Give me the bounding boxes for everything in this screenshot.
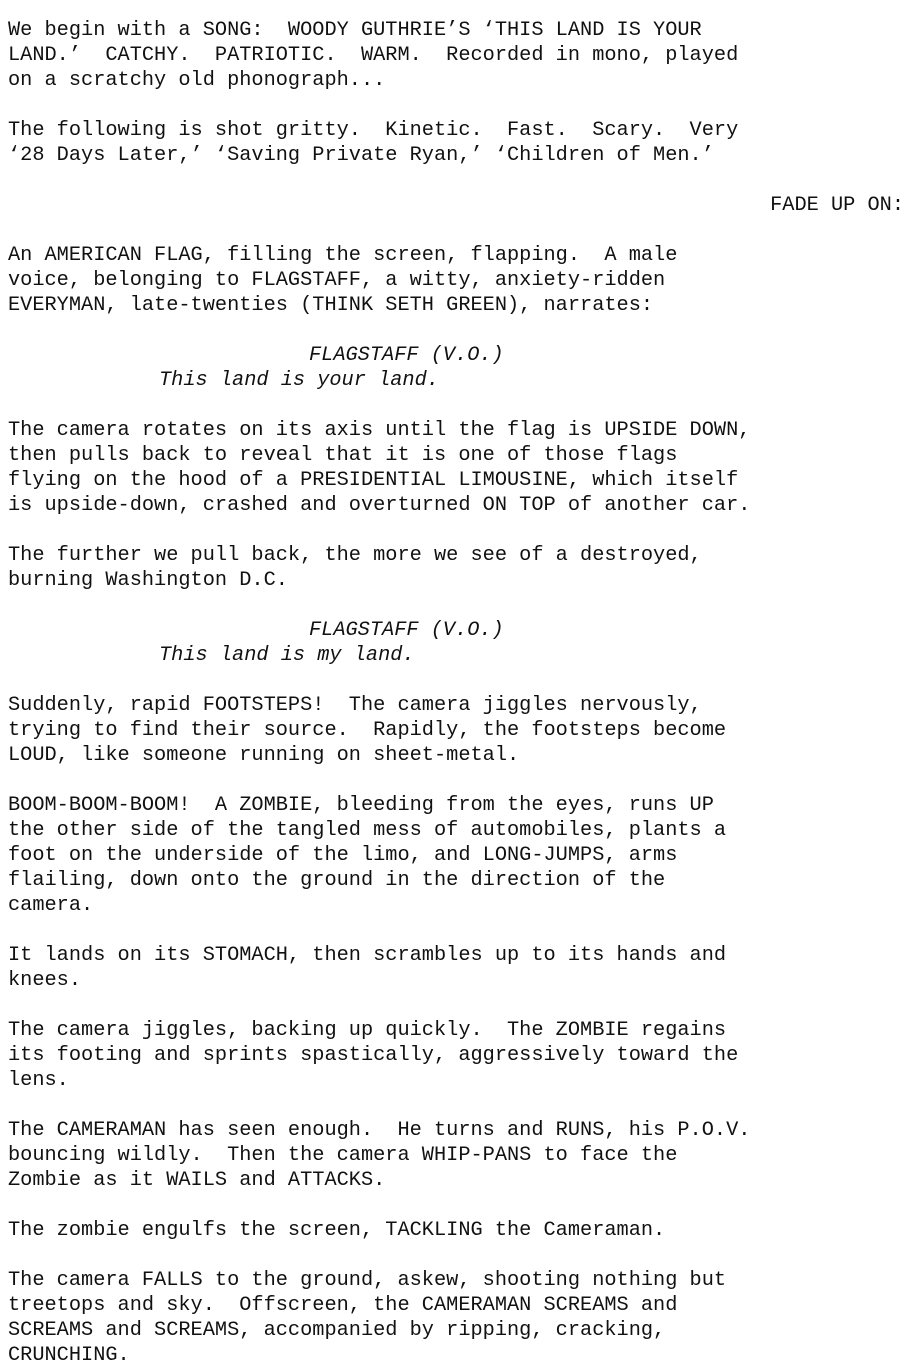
block-spacer [8, 993, 904, 1018]
action-paragraph [8, 418, 904, 518]
action-line: The CAMERAMAN has seen enough. He turns and RUNS, his P.O.V. [8, 1119, 751, 1142]
action-line: It lands on its STOMACH, then scrambles up to its hands and [8, 944, 727, 967]
block-spacer [8, 593, 904, 618]
block-spacer [8, 218, 904, 243]
action-line: BOOM-BOOM-BOOM! A ZOMBIE, bleeding from the eyes, runs UP [8, 794, 714, 817]
action-line: voice, belonging to FLAGSTAFF, a witty, anxiety-ridden [8, 269, 666, 292]
action-line: on a scratchy old phonograph... [8, 69, 386, 92]
action-line: The following is shot gritty. Kinetic. Fast. Scary. Very [8, 119, 739, 142]
action-line: camera. [8, 894, 94, 917]
dialogue-line: This land is my land. [159, 644, 415, 667]
block-spacer [8, 318, 904, 343]
action-line: The zombie engulfs the screen, TACKLING the Cameraman. [8, 1219, 666, 1242]
dialogue-block [8, 618, 904, 668]
action-line: knees. [8, 969, 82, 992]
action-line: ‘28 Days Later,’ ‘Saving Private Ryan,’ ‘Children of Men.’ [8, 144, 714, 167]
action-paragraph [8, 1218, 904, 1243]
character-cue: FLAGSTAFF (V.O.) [309, 344, 504, 367]
action-line: is upside-down, crashed and overturned ON TOP of another car. [8, 494, 751, 517]
action-line: LAND.’ CATCHY. PATRIOTIC. WARM. Recorded in mono, played [8, 44, 739, 67]
action-line: An AMERICAN FLAG, filling the screen, flapping. A male [8, 244, 678, 267]
transition-line: FADE UP ON: [770, 194, 904, 217]
action-line: The camera FALLS to the ground, askew, shooting nothing but [8, 1269, 727, 1292]
action-line: bouncing wildly. Then the camera WHIP-PANS to face the [8, 1144, 678, 1167]
dialogue-block [8, 343, 904, 393]
action-line: then pulls back to reveal that it is one of those flags [8, 444, 678, 467]
action-paragraph [8, 793, 904, 918]
action-line: flailing, down onto the ground in the direction of the [8, 869, 666, 892]
action-line: SCREAMS and SCREAMS, accompanied by ripping, cracking, [8, 1319, 666, 1342]
block-spacer [8, 768, 904, 793]
character-cue: FLAGSTAFF (V.O.) [309, 619, 504, 642]
action-line: Suddenly, rapid FOOTSTEPS! The camera jiggles nervously, [8, 694, 702, 717]
action-line: burning Washington D.C. [8, 569, 288, 592]
block-spacer [8, 918, 904, 943]
block-spacer [8, 1093, 904, 1118]
action-line: its footing and sprints spastically, aggressively toward the [8, 1044, 739, 1067]
action-paragraph [8, 1118, 904, 1193]
action-line: treetops and sky. Offscreen, the CAMERAMAN SCREAMS and [8, 1294, 678, 1317]
action-paragraph [8, 118, 904, 168]
block-spacer [8, 1243, 904, 1268]
action-paragraph [8, 1018, 904, 1093]
block-spacer [8, 393, 904, 418]
action-line: EVERYMAN, late-twenties (THINK SETH GREEN), narrates: [8, 294, 654, 317]
action-line: The camera rotates on its axis until the flag is UPSIDE DOWN, [8, 419, 751, 442]
block-spacer [8, 518, 904, 543]
action-line: CRUNCHING. [8, 1344, 130, 1367]
action-line: trying to find their source. Rapidly, the footsteps become [8, 719, 727, 742]
action-paragraph [8, 243, 904, 318]
block-spacer [8, 168, 904, 193]
block-spacer [8, 1193, 904, 1218]
action-line: flying on the hood of a PRESIDENTIAL LIMOUSINE, which itself [8, 469, 739, 492]
action-line: The camera jiggles, backing up quickly. The ZOMBIE regains [8, 1019, 727, 1042]
block-spacer [8, 93, 904, 118]
action-paragraph [8, 543, 904, 593]
action-paragraph [8, 1268, 904, 1368]
action-line: lens. [8, 1069, 69, 1092]
action-line: We begin with a SONG: WOODY GUTHRIE’S ‘THIS LAND IS YOUR [8, 19, 702, 42]
action-paragraph [8, 693, 904, 768]
action-line: foot on the underside of the limo, and LONG-JUMPS, arms [8, 844, 678, 867]
action-line: Zombie as it WAILS and ATTACKS. [8, 1169, 386, 1192]
action-paragraph [8, 18, 904, 93]
action-line: The further we pull back, the more we see of a destroyed, [8, 544, 702, 567]
scene-transition [8, 193, 904, 218]
block-spacer [8, 668, 904, 693]
action-line: the other side of the tangled mess of automobiles, plants a [8, 819, 727, 842]
dialogue-line: This land is your land. [159, 369, 439, 392]
action-paragraph [8, 943, 904, 993]
action-line: LOUD, like someone running on sheet-metal. [8, 744, 520, 767]
screenplay-page [8, 18, 904, 1368]
